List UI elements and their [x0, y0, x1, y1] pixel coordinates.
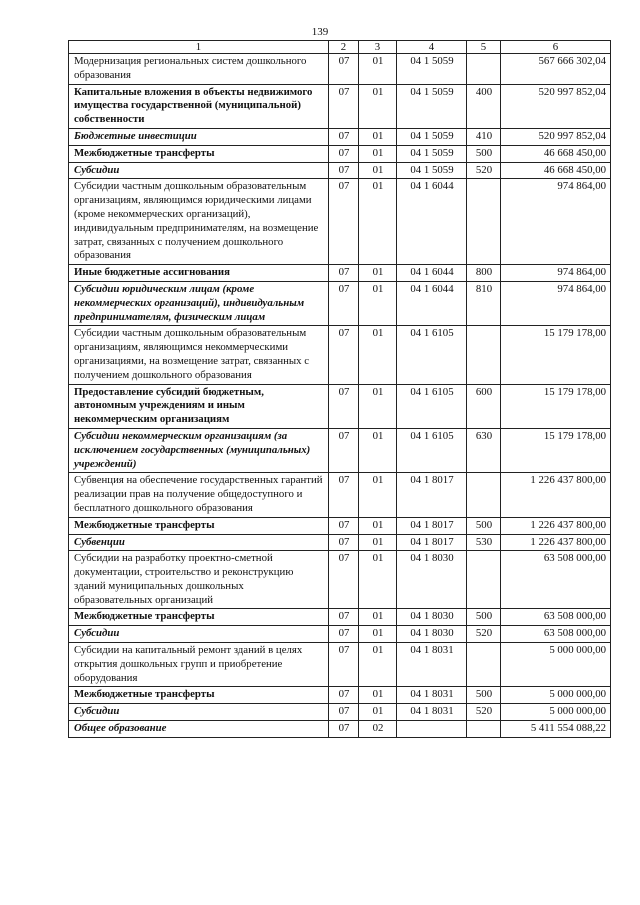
table-row — [69, 643, 611, 687]
column-header: 4 — [397, 41, 467, 54]
row-name-cell: Субсидии некоммерческим организациям (за исключением государственных (муниципальных) учреждений) — [69, 428, 329, 472]
row-amount-cell: 46 668 450,00 — [501, 162, 611, 179]
row-target-article-cell: 04 1 8017 — [397, 473, 467, 517]
row-expense-type-cell: 600 — [467, 384, 501, 428]
row-section-cell: 07 — [329, 721, 359, 738]
row-section-cell: 07 — [329, 265, 359, 282]
row-expense-type-cell: 630 — [467, 428, 501, 472]
row-target-article-cell: 04 1 8017 — [397, 534, 467, 551]
row-subsection-cell: 01 — [359, 265, 397, 282]
row-expense-type-cell: 800 — [467, 265, 501, 282]
row-section-cell: 07 — [329, 326, 359, 384]
row-expense-type-cell — [467, 643, 501, 687]
row-amount-cell: 15 179 178,00 — [501, 326, 611, 384]
row-subsection-cell: 01 — [359, 473, 397, 517]
table-row — [69, 721, 611, 738]
row-expense-type-cell — [467, 721, 501, 738]
row-expense-type-cell: 520 — [467, 704, 501, 721]
row-expense-type-cell: 810 — [467, 281, 501, 325]
row-subsection-cell: 01 — [359, 179, 397, 265]
row-amount-cell: 974 864,00 — [501, 179, 611, 265]
row-expense-type-cell — [467, 326, 501, 384]
row-section-cell: 07 — [329, 517, 359, 534]
row-name-cell: Бюджетные инвестиции — [69, 128, 329, 145]
row-section-cell: 07 — [329, 179, 359, 265]
row-amount-cell: 5 000 000,00 — [501, 643, 611, 687]
row-section-cell: 07 — [329, 384, 359, 428]
row-section-cell: 07 — [329, 84, 359, 128]
row-name-cell: Межбюджетные трансферты — [69, 145, 329, 162]
row-amount-cell: 974 864,00 — [501, 265, 611, 282]
row-expense-type-cell — [467, 54, 501, 85]
row-section-cell: 07 — [329, 643, 359, 687]
row-name-cell: Модернизация региональных систем дошкольного образования — [69, 54, 329, 85]
row-name-cell: Субсидии — [69, 704, 329, 721]
row-target-article-cell: 04 1 6044 — [397, 179, 467, 265]
column-header: 5 — [467, 41, 501, 54]
row-name-cell: Капитальные вложения в объекты недвижимого имущества государственной (муниципальной) собственности — [69, 84, 329, 128]
row-subsection-cell: 01 — [359, 145, 397, 162]
row-amount-cell: 1 226 437 800,00 — [501, 534, 611, 551]
table-row — [69, 609, 611, 626]
row-section-cell: 07 — [329, 145, 359, 162]
table-row — [69, 626, 611, 643]
table-row — [69, 54, 611, 85]
row-target-article-cell: 04 1 5059 — [397, 54, 467, 85]
row-section-cell: 07 — [329, 281, 359, 325]
column-header: 2 — [329, 41, 359, 54]
row-target-article-cell: 04 1 5059 — [397, 84, 467, 128]
row-name-cell: Субвенция на обеспечение государственных гарантий реализации прав на получение общедоступного и бесплатного дошкольного образования — [69, 473, 329, 517]
row-amount-cell: 520 997 852,04 — [501, 84, 611, 128]
row-subsection-cell: 01 — [359, 609, 397, 626]
row-amount-cell: 5 411 554 088,22 — [501, 721, 611, 738]
row-section-cell: 07 — [329, 473, 359, 517]
row-subsection-cell: 01 — [359, 551, 397, 609]
row-subsection-cell: 01 — [359, 534, 397, 551]
row-amount-cell: 63 508 000,00 — [501, 626, 611, 643]
row-name-cell: Субсидии частным дошкольным образовательным организациям, являющимся юридическими лицами (кроме некоммерческих организаций), индивидуальным предпринимателям, на возмещение затрат, связанных с получением дошкольного образования — [69, 179, 329, 265]
row-target-article-cell: 04 1 5059 — [397, 145, 467, 162]
row-subsection-cell: 01 — [359, 626, 397, 643]
table-row — [69, 534, 611, 551]
table-row — [69, 281, 611, 325]
row-subsection-cell: 01 — [359, 281, 397, 325]
row-name-cell: Предоставление субсидий бюджетным, автономным учреждениям и иным некоммерческим организациям — [69, 384, 329, 428]
row-name-cell: Субсидии частным дошкольным образовательным организациям, являющимся некоммерческими организациями, на возмещение затрат, связанных с получением дошкольного образования — [69, 326, 329, 384]
row-name-cell: Общее образование — [69, 721, 329, 738]
row-amount-cell: 5 000 000,00 — [501, 687, 611, 704]
row-subsection-cell: 01 — [359, 54, 397, 85]
table-row — [69, 179, 611, 265]
row-subsection-cell: 01 — [359, 517, 397, 534]
row-name-cell: Иные бюджетные ассигнования — [69, 265, 329, 282]
table-row — [69, 326, 611, 384]
table-row — [69, 473, 611, 517]
row-target-article-cell — [397, 721, 467, 738]
row-amount-cell: 1 226 437 800,00 — [501, 517, 611, 534]
row-amount-cell: 63 508 000,00 — [501, 609, 611, 626]
table-row — [69, 704, 611, 721]
table-row — [69, 428, 611, 472]
table-row — [69, 517, 611, 534]
row-section-cell: 07 — [329, 551, 359, 609]
row-subsection-cell: 01 — [359, 643, 397, 687]
row-expense-type-cell: 500 — [467, 687, 501, 704]
row-target-article-cell: 04 1 6105 — [397, 326, 467, 384]
row-name-cell: Субсидии на разработку проектно-сметной документации, строительство и реконструкцию зданий муниципальных дошкольных образовательных организаций — [69, 551, 329, 609]
column-header: 3 — [359, 41, 397, 54]
row-amount-cell: 974 864,00 — [501, 281, 611, 325]
row-expense-type-cell: 520 — [467, 626, 501, 643]
row-name-cell: Межбюджетные трансферты — [69, 517, 329, 534]
row-target-article-cell: 04 1 6105 — [397, 384, 467, 428]
row-subsection-cell: 01 — [359, 704, 397, 721]
table-row — [69, 128, 611, 145]
row-amount-cell: 520 997 852,04 — [501, 128, 611, 145]
row-amount-cell: 15 179 178,00 — [501, 384, 611, 428]
row-target-article-cell: 04 1 6105 — [397, 428, 467, 472]
row-target-article-cell: 04 1 8031 — [397, 643, 467, 687]
row-expense-type-cell: 400 — [467, 84, 501, 128]
row-subsection-cell: 01 — [359, 128, 397, 145]
row-expense-type-cell — [467, 179, 501, 265]
table-row — [69, 384, 611, 428]
row-name-cell: Субсидии на капитальный ремонт зданий в целях открытия дошкольных групп и приобретение оборудования — [69, 643, 329, 687]
row-expense-type-cell: 500 — [467, 145, 501, 162]
table-row — [69, 145, 611, 162]
row-name-cell: Субвенции — [69, 534, 329, 551]
row-amount-cell: 63 508 000,00 — [501, 551, 611, 609]
row-name-cell: Субсидии — [69, 162, 329, 179]
row-subsection-cell: 01 — [359, 384, 397, 428]
row-subsection-cell: 01 — [359, 687, 397, 704]
row-amount-cell: 5 000 000,00 — [501, 704, 611, 721]
row-section-cell: 07 — [329, 626, 359, 643]
row-target-article-cell: 04 1 8031 — [397, 687, 467, 704]
row-amount-cell: 1 226 437 800,00 — [501, 473, 611, 517]
page-number: 139 — [311, 26, 329, 38]
row-subsection-cell: 01 — [359, 428, 397, 472]
row-target-article-cell: 04 1 8030 — [397, 551, 467, 609]
table-row — [69, 84, 611, 128]
row-section-cell: 07 — [329, 704, 359, 721]
table-row — [69, 551, 611, 609]
row-amount-cell: 46 668 450,00 — [501, 145, 611, 162]
row-expense-type-cell: 410 — [467, 128, 501, 145]
row-amount-cell: 567 666 302,04 — [501, 54, 611, 85]
row-section-cell: 07 — [329, 428, 359, 472]
row-target-article-cell: 04 1 5059 — [397, 128, 467, 145]
row-section-cell: 07 — [329, 128, 359, 145]
row-target-article-cell: 04 1 6044 — [397, 281, 467, 325]
row-name-cell: Субсидии юридическим лицам (кроме некоммерческих организаций), индивидуальным предпринимателям, физическим лицам — [69, 281, 329, 325]
row-name-cell: Межбюджетные трансферты — [69, 609, 329, 626]
row-target-article-cell: 04 1 5059 — [397, 162, 467, 179]
row-expense-type-cell — [467, 473, 501, 517]
row-target-article-cell: 04 1 8030 — [397, 626, 467, 643]
row-section-cell: 07 — [329, 54, 359, 85]
row-amount-cell: 15 179 178,00 — [501, 428, 611, 472]
row-section-cell: 07 — [329, 534, 359, 551]
column-header: 1 — [69, 41, 329, 54]
row-expense-type-cell: 530 — [467, 534, 501, 551]
table-body — [69, 54, 611, 738]
column-header: 6 — [501, 41, 611, 54]
row-subsection-cell: 02 — [359, 721, 397, 738]
row-target-article-cell: 04 1 8017 — [397, 517, 467, 534]
row-section-cell: 07 — [329, 162, 359, 179]
row-expense-type-cell: 500 — [467, 609, 501, 626]
row-target-article-cell: 04 1 8030 — [397, 609, 467, 626]
row-target-article-cell: 04 1 8031 — [397, 704, 467, 721]
budget-table — [68, 40, 611, 738]
table-row — [69, 162, 611, 179]
table-row — [69, 687, 611, 704]
row-name-cell: Субсидии — [69, 626, 329, 643]
row-name-cell: Межбюджетные трансферты — [69, 687, 329, 704]
row-target-article-cell: 04 1 6044 — [397, 265, 467, 282]
row-expense-type-cell — [467, 551, 501, 609]
table-row — [69, 265, 611, 282]
row-subsection-cell: 01 — [359, 84, 397, 128]
table-header-row — [69, 41, 611, 54]
row-expense-type-cell: 520 — [467, 162, 501, 179]
row-subsection-cell: 01 — [359, 326, 397, 384]
row-section-cell: 07 — [329, 609, 359, 626]
row-expense-type-cell: 500 — [467, 517, 501, 534]
row-subsection-cell: 01 — [359, 162, 397, 179]
row-section-cell: 07 — [329, 687, 359, 704]
